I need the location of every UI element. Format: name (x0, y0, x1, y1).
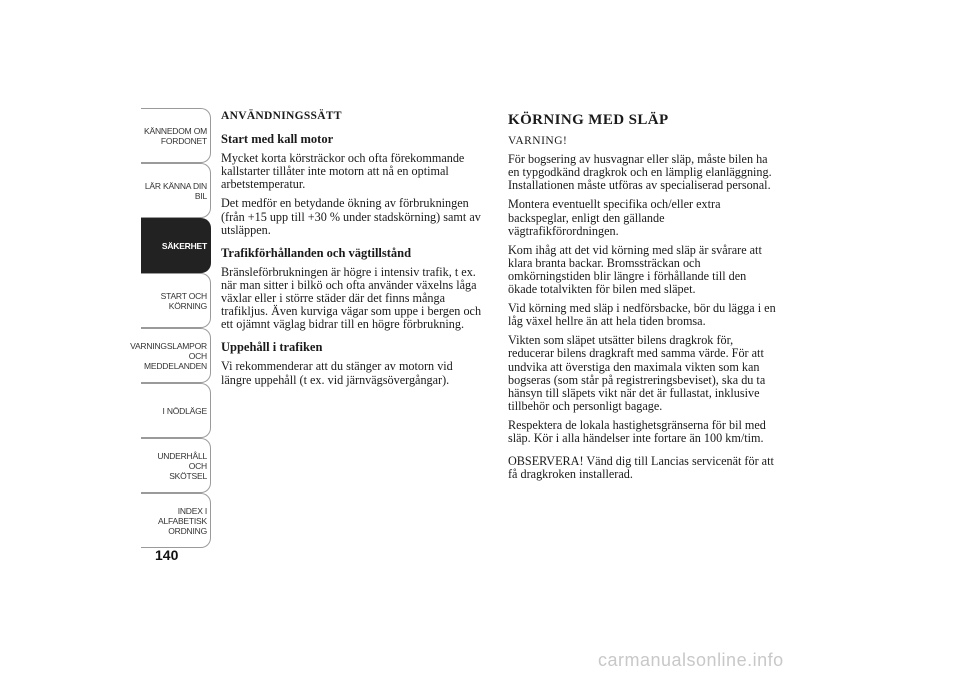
tab-sakerhet[interactable] (141, 218, 211, 273)
paragraph: Montera eventuellt specifika och/eller extra backspeglar, enligt den gällande vägtrafikförordningen. (508, 197, 721, 238)
right-column (508, 110, 778, 487)
paragraph: Respektera de lokala hastighetsgränserna för bil med släp. Kör i alla händelser inte fortare än 100 km/tim. (508, 417, 766, 445)
tab-label: I NÖDLÄGE (162, 405, 207, 416)
note-paragraph: OBSERVERA! Vänd dig till Lancias servicenät för att få dragkroken installerad. (508, 454, 774, 482)
watermark: carmanualsonline.info (598, 650, 784, 670)
paragraph: Vi rekommenderar att du stänger av motorn vid längre uppehåll (t ex. vid järnvägsövergångar). (221, 359, 453, 387)
page-number: 140 (155, 547, 179, 563)
tab-i-nodlage[interactable] (141, 383, 211, 438)
tab-label: LÄR KÄNNA DIN BIL (144, 180, 207, 201)
tab-label: UNDERHÅLL OCH SKÖTSEL (157, 450, 207, 481)
left-column (221, 110, 483, 393)
tab-label: INDEX I ALFABETISK ORDNING (157, 505, 207, 536)
subheading-stops: Uppehåll i trafiken (221, 340, 323, 355)
paragraph: Vid körning med släp i nedförsbacke, bör du lägga i en låg växel hellre än att hela tiden bromsa. (508, 301, 776, 329)
tab-varningslampor[interactable] (130, 328, 211, 383)
tab-underhall-och-skotsel[interactable] (141, 438, 211, 493)
tab-label: VARNINGSLAMPOR OCH MEDDELANDEN (130, 340, 207, 371)
paragraph: Bränsleförbrukningen är högre i intensiv trafik, t ex. när man sitter i bilkö och ofta använder växelns låga växlar eller i större städer där det finns många trafikljus. Även kurviga vägar som uppe i bergen och ett ojämnt väglag bidrar till en högre förbrukning. (221, 264, 482, 332)
tab-lar-kanna-din-bil[interactable] (141, 163, 211, 218)
tab-start-och-korning[interactable] (141, 273, 211, 328)
subheading-traffic: Trafikförhållanden och vägtillstånd (221, 245, 412, 260)
section-title: KÖRNING MED SLÄP (508, 112, 669, 128)
tab-label: KÄNNEDOM OM FORDONET (144, 125, 207, 146)
paragraph: För bogsering av husvagnar eller släp, måste bilen ha en typgodkänd dragkrok och en lämplig elanläggning. Installationen måste utföras av specialiserad personal. (508, 152, 772, 193)
section-heading: ANVÄNDNINGSSÄTT (221, 110, 342, 122)
subheading-cold-start: Start med kall motor (221, 132, 334, 147)
paragraph: Mycket korta körsträckor och ofta förekommande kallstarter tillåter inte motorn att nå en optimal arbetstemperatur. (221, 151, 465, 192)
warning-label: VARNING! (508, 135, 568, 148)
paragraph: Vikten som släpet utsätter bilens dragkrok för, reducerar bilens dragkraft med samma värde. För att undvika att överstiga den maximala vikten som kan bogseras (som står på registreringsbeviset), ska du ta hänsyn till släpets vikt när det är fullastat, inklusive tillbehör och personligt bagage. (508, 333, 766, 413)
tab-kannedom-om-fordonet[interactable] (141, 108, 211, 163)
paragraph: Kom ihåg att det vid körning med släp är svårare att klara branta backar. Bromssträckan och omkörningstiden blir längre i förhållande till den ökade totalvikten för bilen med släpet. (508, 242, 762, 297)
tab-label: START OCH KÖRNING (160, 290, 207, 311)
tab-index[interactable] (141, 493, 211, 548)
tab-label: SÄKERHET (161, 240, 207, 251)
paragraph: Det medför en betydande ökning av förbrukningen (från +15 upp till +30 % under stadskörning) samt av utsläppen. (221, 196, 481, 237)
